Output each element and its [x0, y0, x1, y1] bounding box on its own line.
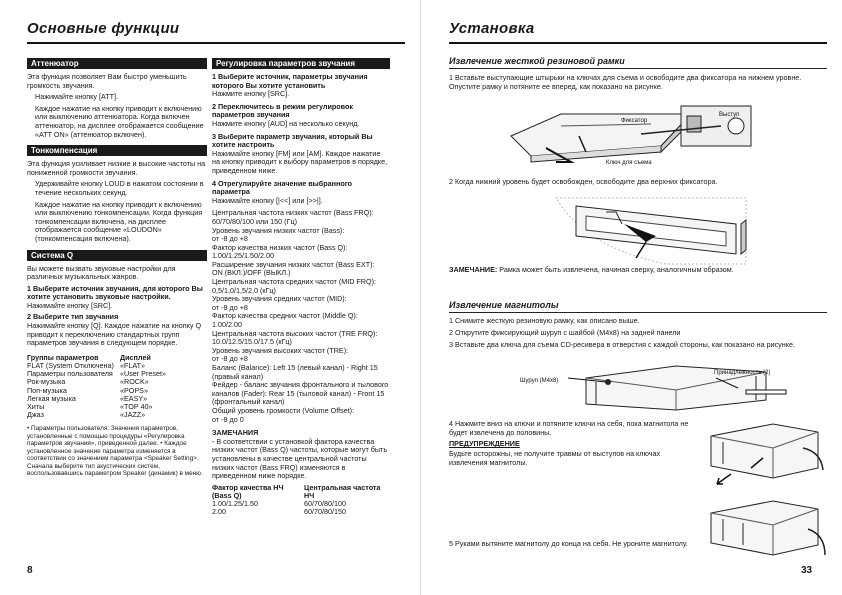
system-q-table-header: Группы параметров	[27, 352, 99, 362]
param-line: Фейдер - баланс звучания фронтального и тылового каналов (Fader): Rear 15 (тыловой канал) - Front 15 (фронтальный канал)	[212, 380, 389, 407]
table-cell: «FLAT»	[120, 361, 146, 371]
param-line: 1.00/1.25/1.50/2.00	[212, 251, 274, 261]
fig3-label-screw: Шуруп (M4x8)	[520, 378, 559, 384]
right-page-title: Установка	[449, 20, 535, 37]
system-q-step2-title: 2 Выберите тип звучания	[27, 312, 119, 322]
left-page-number: 8	[27, 565, 33, 576]
audio-step2-title: 2 Переключитесь в режим регулировок параметров звучания	[212, 101, 353, 120]
system-q-step1-text: Нажимайте кнопку [SRC].	[27, 300, 113, 310]
bass-q-table-header: Центральная частота НЧ	[304, 482, 381, 500]
table-cell: FLAT (System Отключена)	[27, 361, 114, 371]
unit-removal-heading	[449, 300, 827, 313]
system-q-step2-text: Нажимайте кнопку [Q]. Каждое нажатие на кнопку Q приводит к переключению стандартных групп параметров звучания в следующем порядке.	[27, 321, 202, 348]
audio-caution-text: - В соответствии с установкой фактора качества низких частот (Bass Q) частоты, которые могут быть установлены в качестве центральной частоты низких частот (Bass FRQ) изменяются в приведенном ниже порядке.	[212, 436, 388, 481]
frame-step2: 2 Когда нижний уровень будет освобожден, освободите два верхних фиксатора.	[449, 177, 718, 186]
param-line: от -8 до +8	[212, 354, 248, 364]
frame-step1: 1 Вставьте выступающие штырьки на ключах для съема и освободите два фиксатора на нижнем уровне. Опустите рамку и потяните ее вперед, как показано на рисунке.	[449, 73, 802, 91]
attenuator-intro: Эта функция позволяет Вам быстро уменьшить громкость звучания.	[27, 72, 187, 90]
bass-q-table	[212, 484, 390, 517]
table-cell: «User Preset»	[120, 369, 166, 379]
screw-and-keys-figure	[516, 360, 816, 418]
param-line: от -8 до 0	[212, 414, 244, 424]
fig1-label-key: Ключ для съема	[606, 160, 652, 166]
param-line: Расширение звучания низких частот (Bass EXT):	[212, 259, 375, 269]
param-line: Общий уровень громкости (Volume Offset):	[212, 405, 355, 415]
full-extraction-figure	[703, 495, 829, 565]
audio-step1-text: Нажмите кнопку [SRC].	[212, 89, 290, 99]
param-line: Центральная частота средних частот (MID FRQ):	[212, 277, 376, 287]
param-line: Уровень звучания низких частот (Bass):	[212, 225, 345, 235]
left-page-title: Основные функции	[27, 20, 180, 37]
param-line: Фактор качества средних частот (Middle Q):	[212, 311, 358, 321]
system-q-notes: • Параметры пользователя: Значения параметров, установленные с помощью процедуры «Регулировка параметров звучания», приведенной далее. • Каждое установленное значение параметра изменяется в соответствии со значением параметра <Speaker Setting>. Сначала выберите тип акустических систем, воспользовавшись параметром Speaker (динамик) в меню.	[27, 425, 203, 477]
param-line: 10.0/12.5/15.0/17.5 (кГц)	[212, 337, 292, 347]
table-cell: Легкая музыка	[27, 393, 76, 403]
table-cell: Параметры пользователя	[27, 369, 113, 379]
system-q-table	[27, 354, 207, 420]
heading-underline	[449, 68, 827, 69]
frame-removal-heading-text: Извлечение жесткой резиновой рамки	[449, 56, 625, 66]
note-label: ЗАМЕЧАНИЕ:	[449, 265, 498, 274]
param-line: 60/70/80/100 или 150 (Гц)	[212, 216, 297, 226]
table-cell: Поп-музыка	[27, 385, 67, 395]
param-line: Баланс (Balance): Left 15 (левый канал) - Right 15 (правый канал)	[212, 363, 378, 381]
unit-step4: 4 Нажмите вниз на ключи и потяните ключи на себя, пока магнитола не будет извлечена до половины.	[449, 419, 689, 437]
note-text: Рамка может быть извлечена, начиная сверху, аналогичным образом.	[499, 265, 734, 274]
audio-heading: Регулировка параметров звучания	[212, 58, 390, 69]
audio-step3-text: Нажимайте кнопку [FM] или [AM]. Каждое нажатие на кнопку приводит к выбору параметров в порядке, приведенном ниже.	[212, 148, 388, 175]
left-column-b	[212, 58, 390, 517]
unit-step5: 5 Руками вытяните магнитолу до конца на себя. Не уроните магнитолу.	[449, 539, 688, 548]
unit-removal-heading-text: Извлечение магнитолы	[449, 300, 559, 310]
loudness-step1: Удерживайте кнопку LOUD в нажатом состоянии в течение нескольких секунд.	[35, 179, 204, 197]
fig1-label-tab: Выступ	[719, 112, 740, 118]
fig3-label-accessory: Принадлежность (2)	[714, 370, 771, 376]
table-cell: «ROCK»	[120, 377, 149, 387]
param-line: 0,5/1,0/1,5/2,0 (кГц)	[212, 285, 276, 295]
attenuator-step1: Нажимайте кнопку [ATT].	[35, 92, 119, 102]
audio-params-list	[212, 209, 390, 424]
table-cell: «TOP 40»	[120, 402, 153, 412]
table-cell: 1.00/1.25/1.50	[212, 499, 258, 509]
audio-caution-title: ЗАМЕЧАНИЯ	[212, 428, 259, 438]
table-cell: «EASY»	[120, 393, 148, 403]
table-cell: 2.00	[212, 507, 226, 517]
audio-step4-text: Нажимайте кнопку [|<<] или [>>|].	[212, 195, 323, 205]
table-cell: 60/70/80/150	[304, 507, 346, 517]
param-line: от -8 до +8	[212, 234, 248, 244]
warning-text: Будьте осторожны, не получите травмы от выступов на ключах извлечения магнитолы.	[449, 449, 661, 467]
frame-upper-latch-figure	[546, 188, 756, 268]
heading-underline	[449, 312, 827, 313]
unit-step2: 2 Открутите фиксирующий шуруп с шайбой (M4x8) на задней панели	[449, 328, 681, 337]
attenuator-heading: Аттенюатор	[27, 58, 207, 69]
loudness-intro: Эта функция усиливает низкие и высокие частоты на пониженной громкости звучания.	[27, 159, 206, 177]
frame-removal-heading	[449, 56, 827, 69]
attenuator-step2: Каждое нажатие на кнопку приводит к включению или выключению аттенюатора. Когда включен аттенюатор, на дисплее отображается сообщение «ATT ON» (аттенюатор включен).	[35, 103, 204, 139]
audio-step4-title: 4 Отрегулируйте значение выбранного параметра	[212, 178, 353, 197]
unit-step1: 1 Снимите жесткую резиновую рамку, как описано выше.	[449, 316, 640, 325]
table-cell: Рок-музыка	[27, 377, 66, 387]
bass-q-table-header: Фактор качества НЧ (Bass Q)	[212, 482, 284, 500]
system-q-step1-title: 1 Выберите источник звучания, для которого Вы хотите установить звуковые настройки.	[27, 283, 203, 302]
left-title-rule	[27, 42, 405, 44]
system-q-heading: Система Q	[27, 250, 207, 261]
param-line: Центральная частота высоких частот (TRE FRQ):	[212, 328, 378, 338]
loudness-heading: Тонкомпенсация	[27, 145, 207, 156]
system-q-table-header: Дисплей	[120, 352, 151, 362]
param-line: Центральная частота низких частот (Bass FRQ):	[212, 208, 374, 218]
frame-removal-figure	[491, 96, 791, 171]
fig1-label-latch: Фиксатор	[621, 118, 648, 124]
table-cell: «POPS»	[120, 385, 148, 395]
table-cell: «JAZZ»	[120, 410, 146, 420]
table-cell: Хиты	[27, 402, 45, 412]
left-column-a	[27, 58, 207, 480]
right-page	[421, 0, 842, 595]
param-line: от -8 до +8	[212, 302, 248, 312]
loudness-step2: Каждое нажатие на кнопку приводит к включению или выключению тонкомпенсации. Когда функция тонкомпенсации включена, на дисплее отображается сообщение «LOUDON» (тонкомпенсация включена).	[35, 199, 203, 243]
system-q-intro: Вы можете вызвать звуковые настройки для различных музыкальных жанров.	[27, 263, 176, 282]
audio-step3-title: 3 Выберите параметр звучания, который Вы хотите настроить	[212, 131, 373, 150]
audio-step1-title: 1 Выберите источник, параметры звучания которого Вы хотите установить	[212, 72, 368, 90]
unit-step3: 3 Вставьте два ключа для съема CD-ресивера в отверстия с каждой стороны, как показано на рисунке.	[449, 340, 795, 349]
param-line: Уровень звучания средних частот (MID):	[212, 294, 347, 304]
pull-out-figure	[703, 418, 829, 488]
param-line: 1.00/2.00	[212, 320, 242, 330]
param-line: Уровень звучания высоких частот (TRE):	[212, 345, 349, 355]
table-cell: Джаз	[27, 410, 44, 420]
param-line: Фактор качества низких частот (Bass Q):	[212, 242, 348, 252]
right-page-number: 33	[801, 565, 813, 576]
audio-step2-text: Нажмите кнопку [AUD] на несколько секунд.	[212, 118, 360, 128]
param-line: ON (ВКЛ.)/OFF (ВЫКЛ.)	[212, 268, 291, 278]
right-title-rule	[449, 42, 827, 44]
table-cell: 60/70/80/100	[304, 499, 346, 509]
warning-title: ПРЕДУПРЕЖДЕНИЕ	[449, 439, 520, 448]
frame-note	[449, 266, 821, 275]
